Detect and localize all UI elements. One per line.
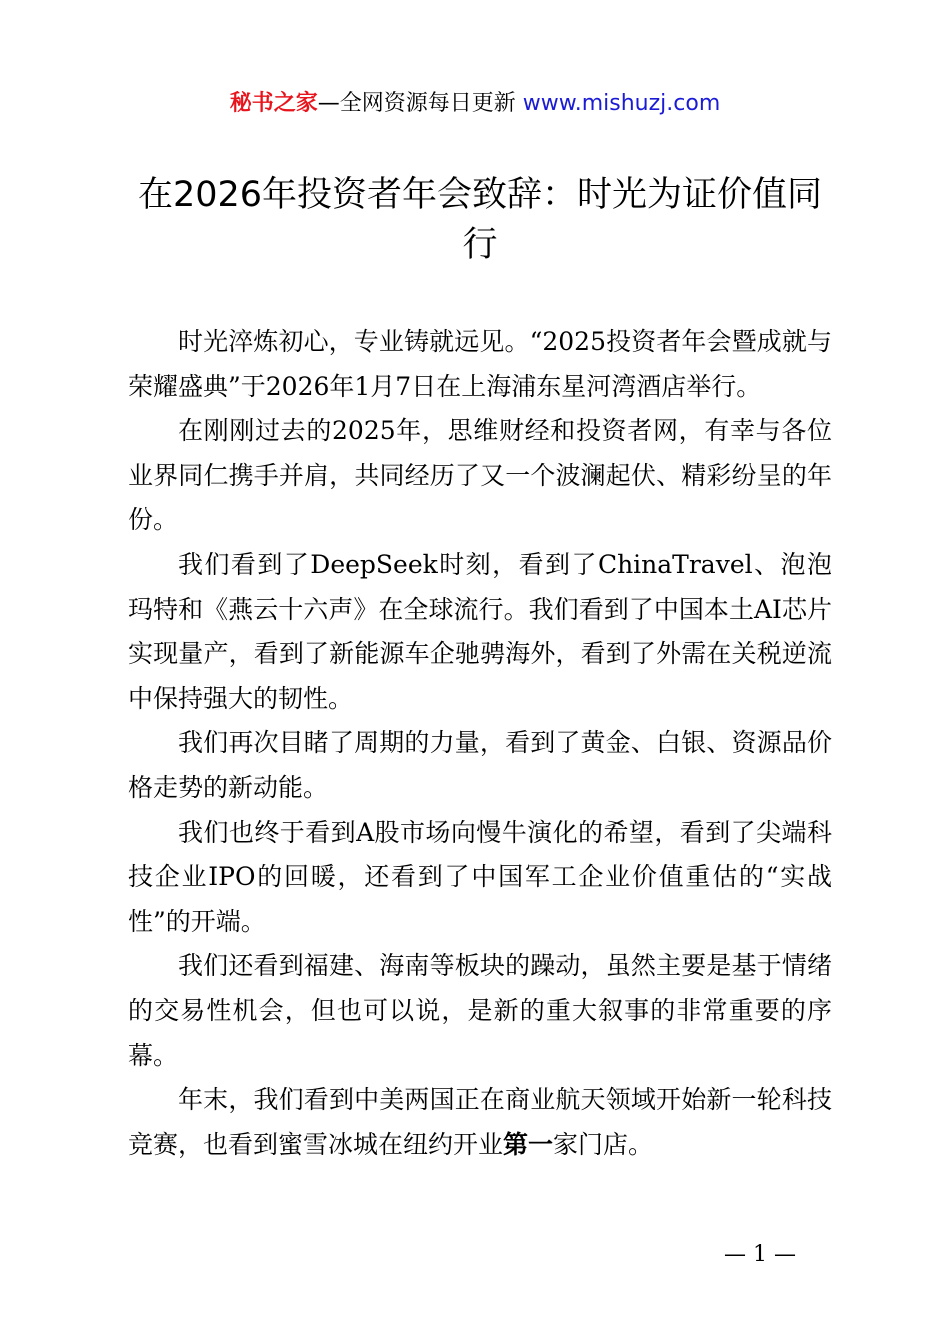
site-brand: 秘书之家 <box>229 91 318 116</box>
paragraph: 我们再次目睹了周期的力量，看到了黄金、白银、资源品价格走势的新动能。 <box>128 728 832 802</box>
paragraph: 我们也终于看到A股市场向慢牛演化的希望，看到了尖端科技企业IPO的回暖，还看到了中国军工企业价值重估的“实战性”的开端。 <box>128 817 832 936</box>
page-number: — 1 — <box>724 1242 796 1267</box>
paragraph: 在刚刚过去的2025年，思维财经和投资者网，有幸与各位业界同仁携手并肩，共同经历了又一个波澜起伏、精彩纷呈的年份。 <box>128 416 832 535</box>
site-url-link[interactable]: www.mishuzj.com <box>522 91 721 116</box>
document-body <box>128 320 832 1167</box>
paragraph-last <box>128 1078 832 1167</box>
paragraph: 时光淬炼初心，专业铸就远见。“2025投资者年会暨成就与荣耀盛典”于2026年1月7日在上海浦东星河湾酒店举行。 <box>128 327 832 401</box>
paragraph: 我们还看到福建、海南等板块的躁动，虽然主要是基于情绪的交易性机会，但也可以说，是新的重大叙事的非常重要的序幕。 <box>128 951 832 1070</box>
site-tagline: —全网资源每日更新 <box>317 91 523 116</box>
paragraph-text: 年末，我们看到中美两国正在商业航天领域开始新一轮科技竞赛，也看到蜜雪冰城在纽约开业 <box>128 1085 832 1159</box>
paragraph-text-end: 家门店。 <box>553 1129 654 1159</box>
paragraph: 我们看到了DeepSeek时刻，看到了ChinaTravel、泡泡玛特和《燕云十六声》在全球流行。我们看到了中国本土AI芯片实现量产，看到了新能源车企驰骋海外，看到了外需在关税逆流中保持强大的韧性。 <box>128 549 832 713</box>
site-header <box>0 88 950 120</box>
bold-text: 第一 <box>503 1129 554 1159</box>
document-title: 在2026年投资者年会致辞：时光为证价值同行 <box>137 175 823 265</box>
